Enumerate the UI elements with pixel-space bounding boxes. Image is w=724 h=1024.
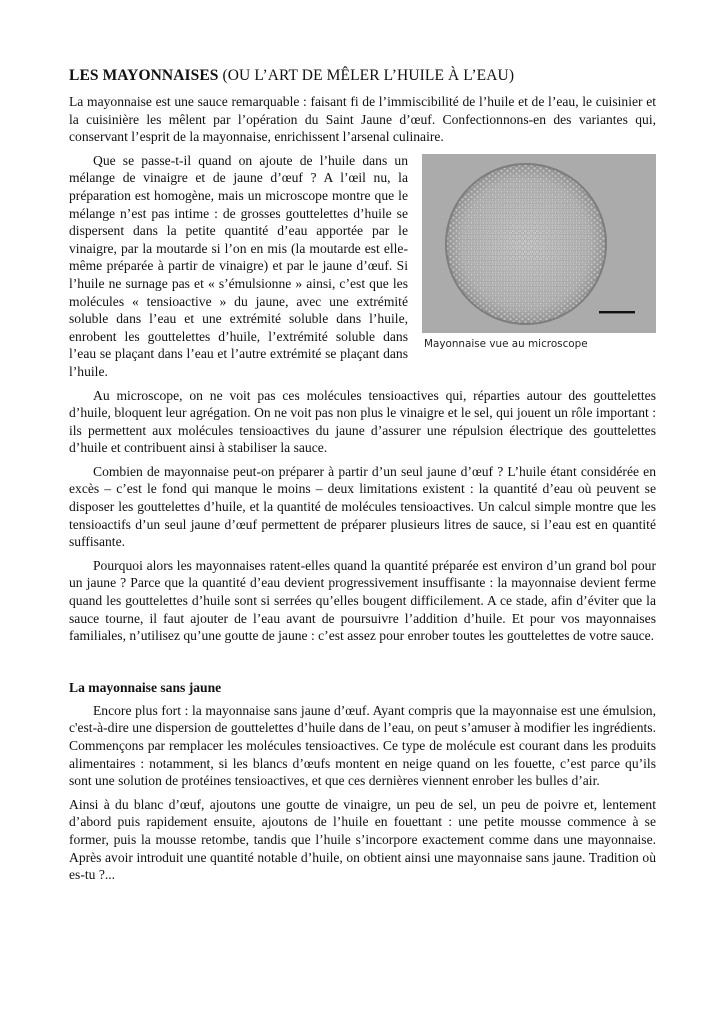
body-paragraph-4: Pourquoi alors les mayonnaises ratent-elles quand la quantité préparée est environ d’un grand bol pour un jaune ? Parce que la quantité d’eau devient progressivement insuffisante : la mayonnaise devient ferme quand les gouttelettes d’huile sont si serrées qu’elles bougent difficilement. A ce stade, afin d’éviter que la sauce tourne, il faut ajouter de l’eau avant de poursuivre l’addition d’huile. Et pour vos mayonnaises familiales, n’utilisez qu’une goutte de jaune : c’est assez pour enrober toutes les gouttelettes de votre sauce.	[69, 557, 656, 644]
figure-caption: Mayonnaise vue au microscope	[424, 337, 588, 350]
section-paragraph-2: Ainsi à du blanc d’œuf, ajoutons une goutte de vinaigre, un peu de sel, un peu de poivre et, lentement d’abord puis rapidement ensuite, ajoutons de l’huile en fouettant : une petite mousse commence à se former, puis la mousse retombe, tandis que l’huile s’incorpore exactement comme dans une mayonnaise. Après avoir introduit une quantité notable d’huile, on obtient ainsi une mayonnaise sans jaune. Tradition où es-tu ?...	[69, 796, 656, 883]
microscope-image	[422, 154, 656, 333]
body-paragraph-1: Que se passe-t-il quand on ajoute de l’huile dans un mélange de vinaigre et de jaune d’œuf ? A l’œil nu, la préparation est homogène, mais un microscope montre que le mélange n’est pas intime : de grosses gouttelettes d’huile se dispersent dans la petite quantité d’eau apportée par le vinaigre, par la moutarde si l’on en mis (la moutarde est elle-même préparée à partir de vinaigre) et par le jaune d’œuf. Si l’huile ne surnage pas et « s’émulsionne » ainsi, c’est que les molécules « tensioactive » du jaune, avec une extrémité soluble dans l’eau et une extrémité soluble dans l’huile, enrobent les gouttelettes d’huile, l’extrémité soluble dans l’eau se plaçant dans l’eau et l’autre extrémité se plaçant dans l’huile.	[69, 152, 408, 379]
section-heading: La mayonnaise sans jaune	[69, 679, 222, 695]
page-title	[69, 66, 656, 86]
document-page	[69, 66, 656, 890]
microscope-figure	[422, 154, 656, 351]
title-bold: LES MAYONNAISES	[69, 67, 219, 84]
body-paragraph-3: Combien de mayonnaise peut-on préparer à partir d’un seul jaune d’œuf ? L’huile étant considérée en excès – c’est le fond qui manque le moins – deux limitations existent : la quantité d’eau où peuvent se disposer les gouttelettes d’huile, et la quantité de molécules tensioactives. Un calcul simple montre que les tensioactifs d’un seul jaune d’œuf permettent de préparer plusieurs litres de sauce, si l’eau est en quantité suffisante.	[69, 463, 656, 550]
body-paragraph-2: Au microscope, on ne voit pas ces molécules tensioactives qui, réparties autour des gouttelettes d’huile, bloquent leur agrégation. On ne voit pas non plus le vinaigre et le sel, qui jouent un rôle important : ils permettent aux molécules tensioactives du jaune d’assurer une répulsion électrique des gouttelettes d’huile et contribuent ainsi à stabiliser la sauce.	[69, 387, 656, 456]
title-subtitle: (OU L’ART DE MÊLER L’HUILE À L’EAU)	[218, 67, 515, 84]
section-paragraph-1: Encore plus fort : la mayonnaise sans jaune d’œuf. Ayant compris que la mayonnaise est une émulsion, c'est-à-dire une dispersion de gouttelettes d’huile dans de l’eau, on peut s’amuser à modifier les ingrédients. Commençons par remplacer les molécules tensioactives. Ce type de molécule est courant dans les produits alimentaires : notamment, si les blancs d’œufs montent en neige quand on les fouette, c’est parce qu’ils sont une solution de protéines tensioactives, et que ces dernières viennent enrober les bulles d’air.	[69, 702, 656, 789]
intro-paragraph: La mayonnaise est une sauce remarquable : faisant fi de l’immiscibilité de l’huile et de l’eau, le cuisinier et la cuisinière les mêlent par l’opération du Saint Jaune d’œuf. Confectionnons-en des variantes qui, conservant l’esprit de la mayonnaise, enrichissent l’arsenal culinaire.	[69, 94, 656, 145]
